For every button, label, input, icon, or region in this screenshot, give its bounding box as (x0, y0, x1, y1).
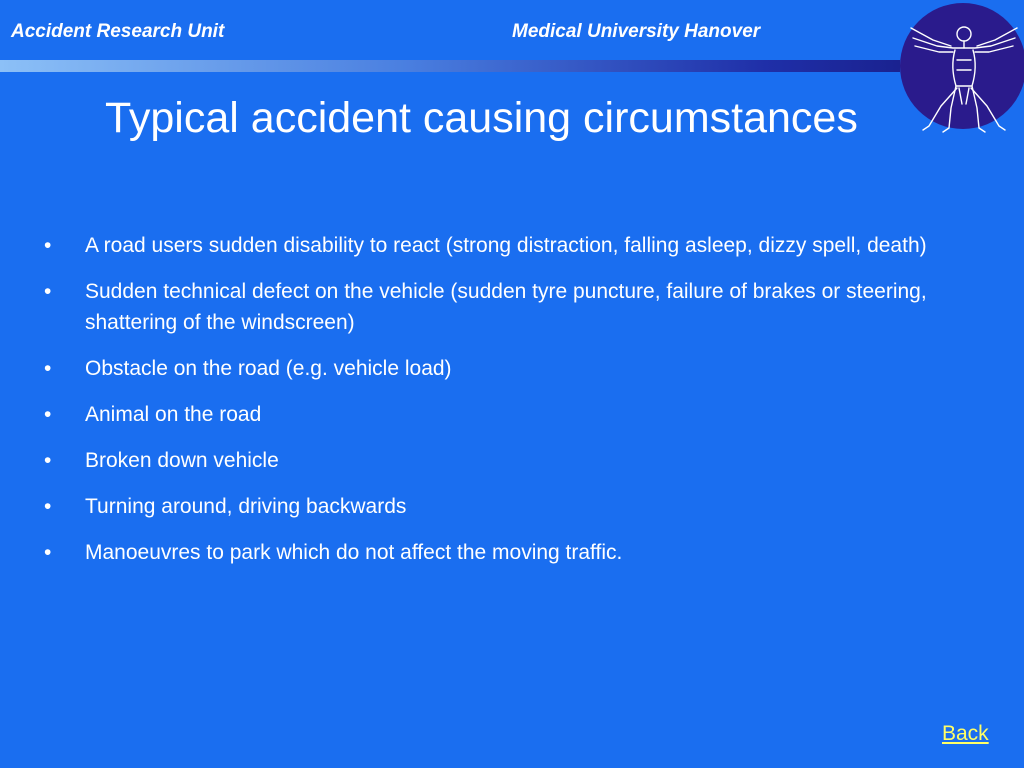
bullet-item (44, 491, 994, 522)
bullet-text: A road users sudden disability to react (strong distraction, falling asleep, dizzy spell, death) (85, 234, 927, 257)
bullet-dot: • (44, 449, 52, 472)
bullet-dot: • (44, 234, 52, 257)
header-left-label: Accident Research Unit (11, 21, 225, 42)
bullet-dot: • (44, 495, 52, 518)
bullet-dot: • (44, 357, 52, 380)
back-link[interactable]: Back (942, 722, 989, 745)
bullet-item (44, 230, 994, 261)
header-right-label: Medical University Hanover (512, 21, 761, 42)
slide-title: Typical accident causing circumstances (105, 94, 858, 142)
bullet-item (44, 353, 994, 384)
vitruvian-man-icon (893, 0, 1024, 140)
bullet-dot: • (44, 403, 52, 426)
bullet-text: Obstacle on the road (e.g. vehicle load) (85, 357, 452, 380)
bullet-text: Animal on the road (85, 403, 262, 426)
bullet-text: Sudden technical defect on the vehicle (sudden tyre puncture, failure of brakes or steering, shattering of the windscreen) (85, 280, 927, 334)
header-bar (0, 56, 1024, 78)
bullet-item (44, 445, 994, 476)
bullet-list (44, 230, 994, 583)
bullet-item (44, 537, 994, 568)
bullet-text: Broken down vehicle (85, 449, 279, 472)
bullet-text: Turning around, driving backwards (85, 495, 407, 518)
bullet-item (44, 276, 994, 338)
bullet-text: Manoeuvres to park which do not affect the moving traffic. (85, 541, 623, 564)
bullet-dot: • (44, 280, 52, 303)
bullet-dot: • (44, 541, 52, 564)
bullet-item (44, 399, 994, 430)
